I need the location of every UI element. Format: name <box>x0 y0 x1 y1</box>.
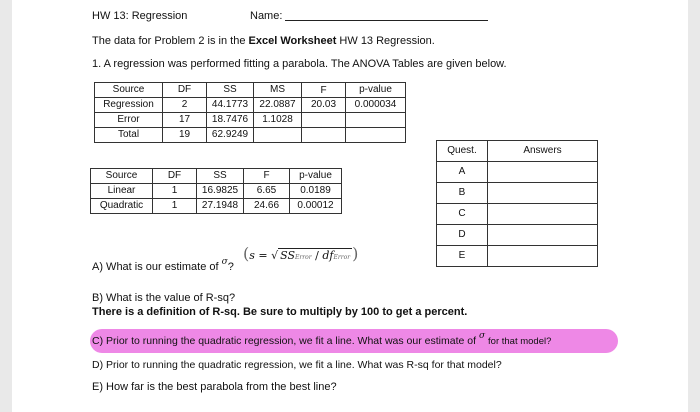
intro-prefix: The data for Problem 2 is in the <box>92 35 249 47</box>
formula-s-equals: s = <box>249 249 268 262</box>
table-cell: 0.0189 <box>290 184 342 199</box>
question-label: E <box>437 246 488 267</box>
sigma-formula <box>243 244 358 263</box>
anova-table-2 <box>90 168 342 214</box>
question-label: A <box>437 162 488 183</box>
table-cell: Error <box>95 113 163 128</box>
name-label: Name: <box>250 10 283 22</box>
hw-title: HW 13: Regression <box>92 10 188 22</box>
table-cell <box>346 128 406 143</box>
table-cell: 19 <box>163 128 207 143</box>
header-cell: Answers <box>488 141 598 162</box>
answer-cell[interactable] <box>488 246 598 267</box>
question-b: B) What is the value of R-sq? <box>92 292 236 304</box>
formula-slash: / <box>315 249 319 262</box>
header-cell: F <box>302 83 346 98</box>
question-c-suffix: for that model? <box>488 336 552 347</box>
header-cell: p-value <box>346 83 406 98</box>
table-cell <box>302 113 346 128</box>
header-cell: Source <box>91 169 153 184</box>
table-header-row <box>95 83 406 98</box>
table-row <box>437 183 598 204</box>
formula-ss-sub: Error <box>295 254 312 261</box>
table-row <box>437 204 598 225</box>
question-e: E) How far is the best parabola from the best line? <box>92 381 337 393</box>
table-row <box>95 98 406 113</box>
formula-radicand <box>278 248 352 262</box>
table-cell: 0.00012 <box>290 199 342 214</box>
question-label: B <box>437 183 488 204</box>
intro-suffix: HW 13 Regression. <box>336 35 435 47</box>
table-row <box>91 199 342 214</box>
table-cell: 22.0887 <box>254 98 302 113</box>
question-c-text: C) Prior to running the quadratic regression, we fit a line. What was our estimate of <box>92 335 477 347</box>
intro-bold: Excel Worksheet <box>248 35 337 47</box>
question-label: C <box>437 204 488 225</box>
table-cell: 24.66 <box>244 199 290 214</box>
table-cell: 27.1948 <box>197 199 244 214</box>
worksheet-page <box>12 0 688 412</box>
table-cell: 6.65 <box>244 184 290 199</box>
question-a <box>92 257 234 273</box>
formula-close-paren: ) <box>352 244 359 263</box>
table-cell: 1 <box>153 184 197 199</box>
header-cell: DF <box>153 169 197 184</box>
answer-cell[interactable] <box>488 162 598 183</box>
table-header-row <box>437 141 598 162</box>
table-row <box>437 162 598 183</box>
answer-cell[interactable] <box>488 225 598 246</box>
formula-df-sub: Error <box>333 254 351 261</box>
question-b-note: There is a definition of R-sq. Be sure to multiply by 100 to get a percent. <box>92 306 468 318</box>
question-label: D <box>437 225 488 246</box>
question-a-text: A) What is our estimate of <box>92 261 219 273</box>
header-cell: Quest. <box>437 141 488 162</box>
table-cell: 2 <box>163 98 207 113</box>
answer-cell[interactable] <box>488 183 598 204</box>
table-cell: 62.9249 <box>207 128 254 143</box>
table-cell <box>346 113 406 128</box>
formula-ss: SS <box>280 249 296 262</box>
table-cell <box>302 128 346 143</box>
table-row <box>95 128 406 143</box>
table-cell <box>254 128 302 143</box>
answers-table <box>436 140 598 267</box>
formula-df: df <box>322 249 334 262</box>
question-d: D) Prior to running the quadratic regression, we fit a line. What was R-sq for that model? <box>92 359 502 371</box>
table-row <box>437 225 598 246</box>
table-cell: 44.1773 <box>207 98 254 113</box>
table-cell: 17 <box>163 113 207 128</box>
anova-table-1 <box>94 82 406 143</box>
table-cell: Regression <box>95 98 163 113</box>
table-cell: 1 <box>153 199 197 214</box>
problem-1-statement: 1. A regression was performed fitting a parabola. The ANOVA Tables are given below. <box>92 58 507 70</box>
sigma-symbol: σ <box>478 331 486 341</box>
header-cell: SS <box>207 83 254 98</box>
table-cell: 0.000034 <box>346 98 406 113</box>
table-cell: Linear <box>91 184 153 199</box>
table-row <box>437 246 598 267</box>
answer-cell[interactable] <box>488 204 598 225</box>
question-a-end: ? <box>227 261 234 273</box>
sigma-symbol: σ <box>221 257 228 267</box>
table-cell: 16.9825 <box>197 184 244 199</box>
intro-text <box>92 35 435 47</box>
header-cell: Source <box>95 83 163 98</box>
table-row <box>91 184 342 199</box>
table-cell: 1.1028 <box>254 113 302 128</box>
header-cell: p-value <box>290 169 342 184</box>
header-cell: SS <box>197 169 244 184</box>
table-cell: 20.03 <box>302 98 346 113</box>
name-field-line <box>285 20 488 21</box>
question-c <box>92 331 552 347</box>
table-cell: Quadratic <box>91 199 153 214</box>
header-cell: DF <box>163 83 207 98</box>
header-cell: MS <box>254 83 302 98</box>
sqrt-icon: √ <box>271 249 279 262</box>
table-cell: Total <box>95 128 163 143</box>
table-header-row <box>91 169 342 184</box>
formula-open-paren: ( <box>243 244 250 263</box>
table-row <box>95 113 406 128</box>
table-cell: 18.7476 <box>207 113 254 128</box>
header-cell: F <box>244 169 290 184</box>
